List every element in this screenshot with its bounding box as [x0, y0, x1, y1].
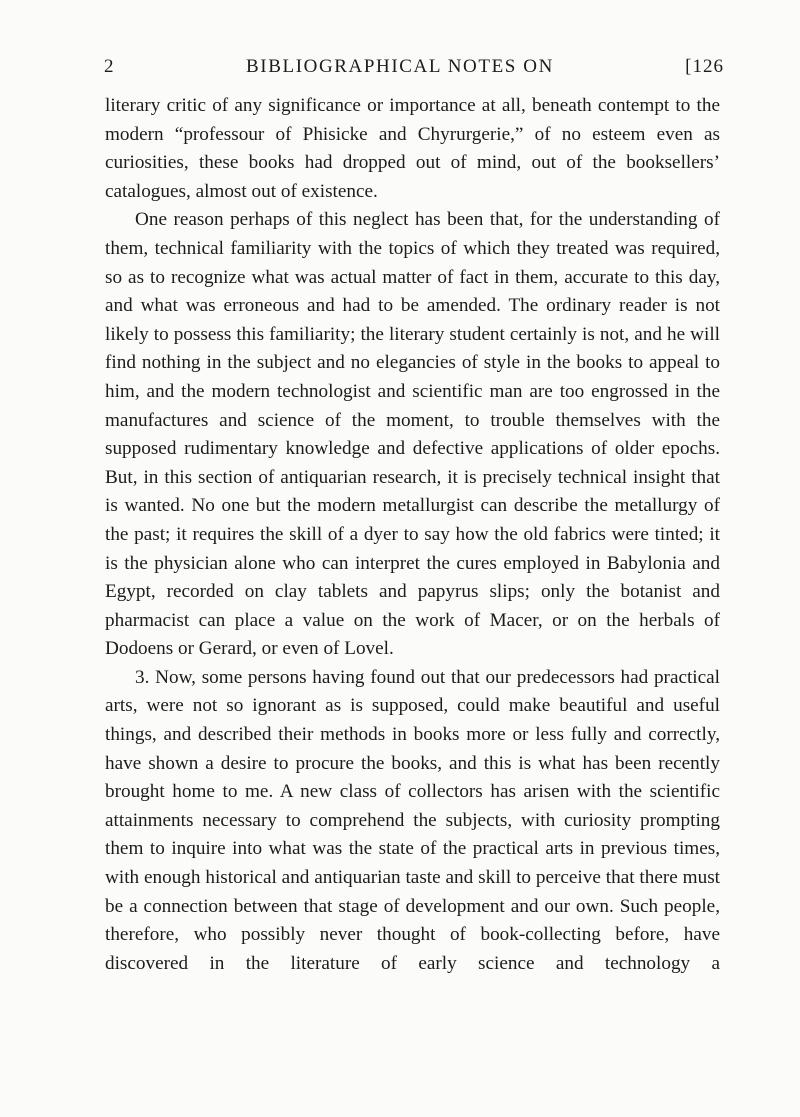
paragraph-continued: literary critic of any significance or importance at all, beneath contempt to the modern “professour of Phisicke and Chyrurgerie,” of no esteem even as curiosities, these books had dropped out of mind, out of the booksellers’ catalogues, almost out of existence. [105, 95, 720, 202]
section-reference: [126 [685, 56, 724, 77]
page-number: 2 [104, 56, 115, 77]
paragraph-neglect: One reason perhaps of this neglect has been that, for the understanding of them, technical familiarity with the topics of which they treated was required, so as to recognize what was actual matter of fact in them, accurate to this day, and what was erroneous and had to be amended. The ordinary reader is not likely to possess this familiarity; the literary student certainly is not, and he will find nothing in the subject and no elegancies of style in the books to appeal to him, and the modern technologist and scientific man are too engrossed in the manufactures and science of the moment, to trouble themselves with the supposed rudimentary knowledge and defective applications of older epochs. But, in this section of antiquarian research, it is precisely technical insight that is wanted. No one but the modern metallurgist can describe the metallurgy of the past; it requires the skill of a dyer to say how the old fabrics were tinted; it is the physician alone who can interpret the cures employed in Babylonia and Egypt, recorded on clay tablets and papyrus slips; only the botanist and pharmacist can place a value on the work of Macer, or on the herbals of Dodoens or Gerard, or even of Lovel. [105, 209, 720, 660]
paragraph-section-3: 3. Now, some persons having found out that our predecessors had practical arts, were not so ignorant as is supposed, could make beautiful and useful things, and described their methods in books more or less fully and correctly, have shown a desire to procure the books, and this is what has been recently brought home to me. A new class of collectors has arisen with the scientific attainments necessary to comprehend the subjects, with curiosity prompting them to inquire into what was the state of the practical arts in previous times, with enough historical and antiquarian taste and skill to perceive that there must be a connection between that stage of development and our own. Such people, therefore, who possibly never thought of book-collecting before, have discovered in the literature of early science and technology a [105, 666, 720, 974]
running-title: BIBLIOGRAPHICAL NOTES ON [246, 56, 554, 77]
running-head [0, 56, 800, 84]
body-text [105, 92, 720, 978]
